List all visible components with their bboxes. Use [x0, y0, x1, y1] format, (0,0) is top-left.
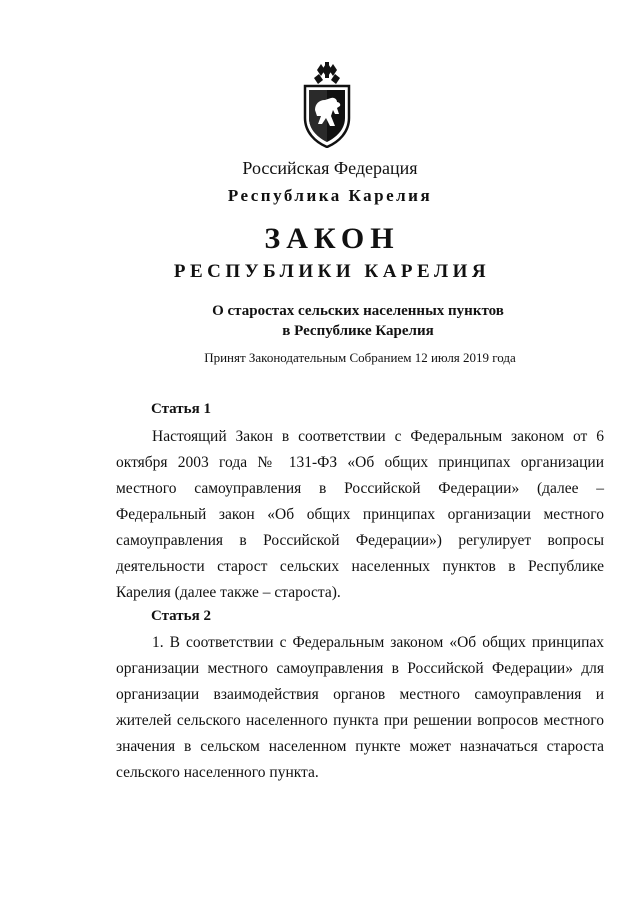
- article-1-heading: Статья 1: [151, 401, 211, 417]
- article-2-text: 1. В соответствии с Федеральным законом «Об общих принципах организации местного самоуправления в Российской Федерации» для организации взаимодействия органов местного самоуправления и жителей сельского населенного пункта при решении вопросов местного значения в сельском населенном пункте может назначаться староста сельского населенного пункта.: [116, 634, 604, 781]
- article-2-heading: Статья 2: [151, 608, 211, 624]
- law-title: [38, 301, 640, 341]
- document-type: ЗАКОН: [264, 222, 400, 255]
- article-1-text: Настоящий Закон в соответствии с Федеральным законом от 6 октября 2003 года № 131-ФЗ «Об общих принципах организации местного самоуправления в Российской Федерации» (далее – Федеральный закон «Об общих принципах организации местного самоуправления в Российской Федерации») регулирует вопросы деятельности старост сельских населенных пунктов в Республике Карелия (далее также – староста).: [116, 428, 604, 601]
- republic-name: Республика Карелия: [227, 186, 433, 205]
- law-title-line-1: О старостах сельских населенных пунктов: [212, 303, 504, 319]
- adoption-note: Принят Законодательным Собранием 12 июля 2019 года: [204, 350, 516, 365]
- document-type-subtitle: РЕСПУБЛИКИ КАРЕЛИЯ: [173, 261, 491, 282]
- law-title-line-2: в Республике Карелия: [282, 323, 434, 339]
- karelia-coat-of-arms-icon: [301, 62, 353, 148]
- country-name: Российская Федерация: [242, 158, 418, 178]
